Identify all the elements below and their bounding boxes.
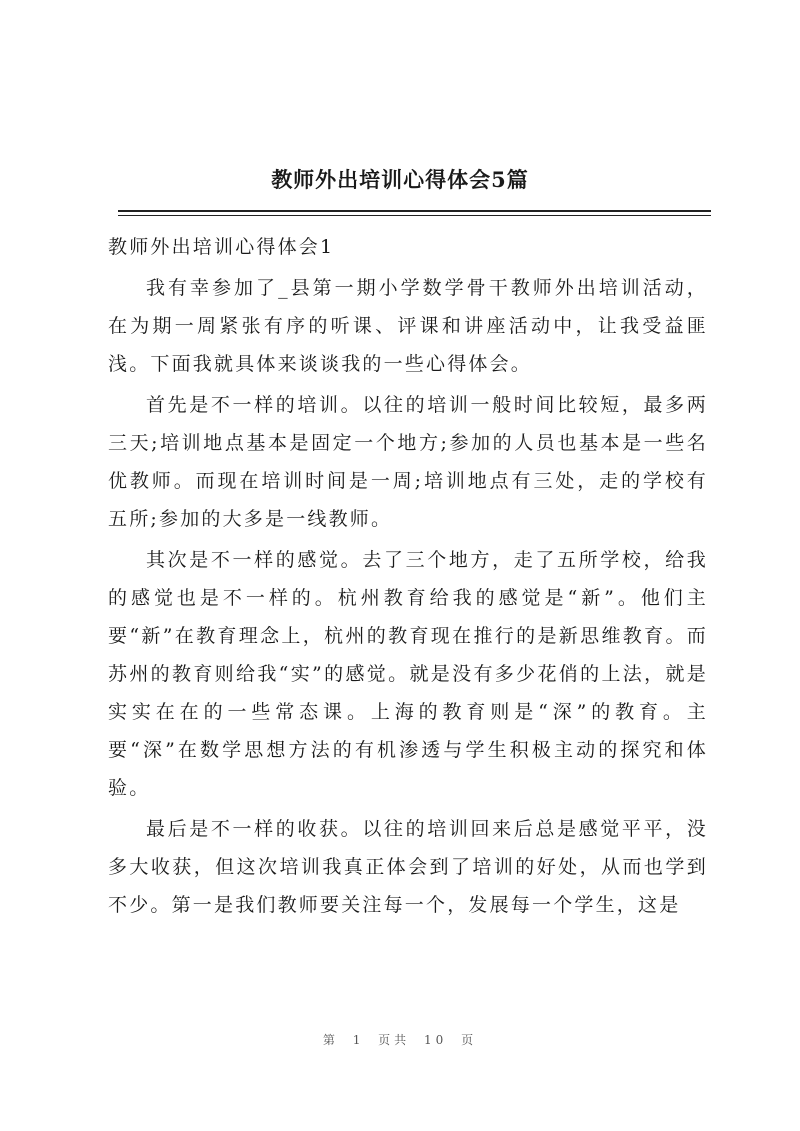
paragraph-3: 其次是不一样的感觉。去了三个地方，走了五所学校，给我的感觉也是不一样的。杭州教育给我的感觉是“新”。他们主要“新”在教育理念上，杭州的教育现在推行的是新思维教育。而苏州的教育则给我“实”的感觉。就是没有多少花俏的上法，就是实实在在的一些常态课。上海的教育则是“深”的教育。主要“深”在数学思想方法的有机渗透与学生积极主动的探究和体验。 xyxy=(108,549,708,799)
page-footer xyxy=(0,1030,800,1050)
document-title: 教师外出培训心得体会5篇 xyxy=(271,167,529,192)
footer-prefix: 第 xyxy=(322,1033,339,1047)
title-divider-thin xyxy=(118,215,711,216)
paragraph-1: 我有幸参加了_县第一期小学数学骨干教师外出培训活动，在为期一周紧张有序的听课、评课和讲座活动中，让我受益匪浅。下面我就具体来谈谈我的一些心得体会。 xyxy=(108,277,708,375)
title-divider-thick xyxy=(118,210,711,212)
document-body xyxy=(108,228,708,924)
footer-middle: 页共 xyxy=(378,1033,411,1047)
paragraph-2: 首先是不一样的培训。以往的培训一般时间比较短，最多两三天;培训地点基本是固定一个地方;参加的人员也基本是一些名优教师。而现在培训时间是一周;培训地点有三处，走的学校有五所;参加的大多是一线教师。 xyxy=(108,394,708,530)
footer-suffix: 页 xyxy=(461,1033,478,1047)
footer-page-number: 1 xyxy=(352,1033,365,1047)
footer-total-pages: 10 xyxy=(424,1033,448,1047)
section-heading: 教师外出培训心得体会1 xyxy=(108,236,335,258)
paragraph-4: 最后是不一样的收获。以往的培训回来后总是感觉平平，没多大收获，但这次培训我真正体会到了培训的好处，从而也学到不少。第一是我们教师要关注每一个，发展每一个学生，这是 xyxy=(108,818,708,916)
